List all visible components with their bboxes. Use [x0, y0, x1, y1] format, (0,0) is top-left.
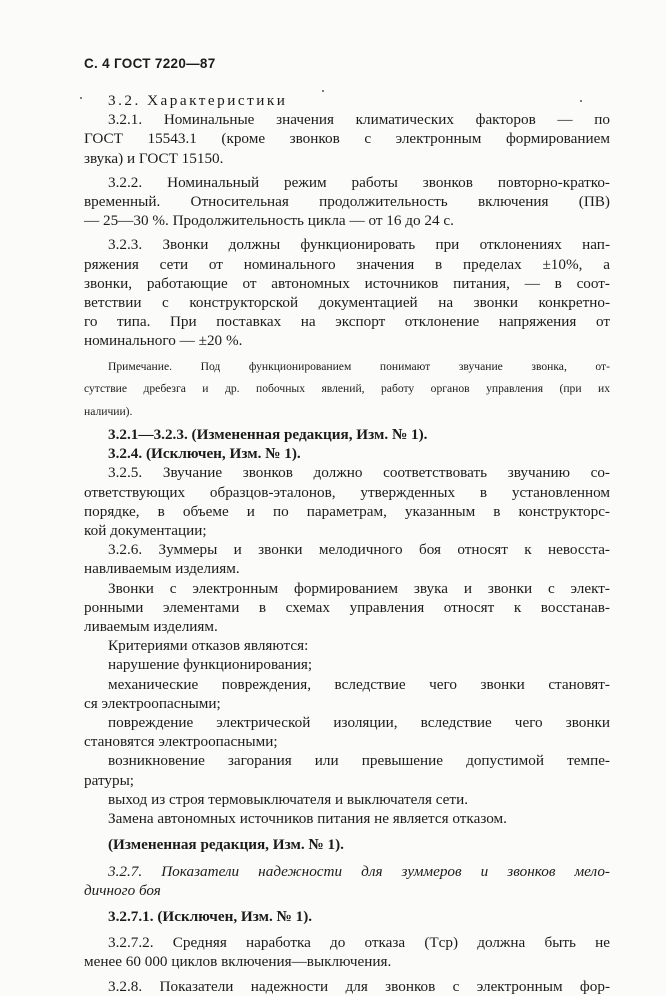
text-line: Замена автономных источников питания не является отказом. — [108, 810, 507, 828]
text-line: 3.2.2. Номинальный режим работы звонков повторно-кратко- — [108, 173, 610, 191]
text-line: 3.2.3. Звонки должны функционировать при отклонениях нап- — [108, 236, 610, 254]
text-line: нарушение функционирования; — [108, 656, 313, 674]
text-line: 3.2. Характеристики — [108, 92, 288, 109]
text-line: 3.2.1—3.2.3. (Измененная редакция, Изм. № 1). — [108, 426, 428, 444]
text-line: выход из строя термовыключателя и выключателя сети. — [108, 790, 468, 808]
text-line: порядке, в объеме и по параметрам, указанным в конструкторс- — [84, 502, 610, 520]
text-line: 3.2.1. Номинальные значения климатических факторов — по — [108, 111, 610, 129]
text-line: звука) и ГОСТ 15150. — [84, 149, 224, 167]
text-line: 3.2.7.2. Средняя наработка до отказа (Tср) должна быть не — [108, 934, 610, 952]
text-line: Звонки с электронным формированием звука и звонки с элект- — [108, 579, 610, 597]
text-line: ветствии с конструкторской документацией на звонки конкретно- — [84, 294, 610, 312]
text-line: (Измененная редакция, Изм. № 1). — [108, 836, 344, 854]
text-line: 3.2.7. Показатели надежности для зуммеров и звонков мело- — [108, 862, 610, 880]
text-line: ГОСТ 15543.1 (кроме звонков с электронным формированием — [84, 130, 610, 148]
text-line: ся электроопасными; — [84, 694, 221, 712]
text-line: го типа. При поставках на экспорт отклонение напряжения от — [84, 313, 610, 331]
text-line: 3.2.7.1. (Исключен, Изм. № 1). — [108, 907, 313, 925]
text-line: менее 60 000 циклов включения—выключения. — [84, 953, 392, 971]
document-body — [84, 91, 610, 996]
text-line: — 25—30 %. Продолжительность цикла — от 16 до 24 с. — [84, 212, 454, 230]
text-line: становятся электроопасными; — [84, 733, 278, 751]
text-line: ответствующих образцов-эталонов, утвержденных в установленном — [84, 483, 610, 501]
text-line: сутствие дребезга и др. побочных явлений, работу органов управления (при их — [84, 382, 610, 396]
text-line: Критериями отказов являются: — [108, 637, 309, 655]
scan-speck — [80, 97, 82, 99]
text-line: навливаемым изделиям. — [84, 560, 240, 578]
text-line: повреждение электрической изоляции, вследствие чего звонки — [108, 714, 610, 732]
text-line: ряжения сети от номинального значения в пределах ±10%, а — [84, 255, 610, 273]
text-line: дичного боя — [84, 881, 161, 899]
text-line: Примечание. Под функционированием понимают звучание звонка, от- — [108, 359, 610, 373]
text-line: ратуры; — [84, 771, 134, 789]
text-line: 3.2.5. Звучание звонков должно соответствовать звучанию со- — [108, 464, 610, 482]
scan-speck — [322, 90, 324, 92]
scan-speck — [580, 100, 582, 102]
text-line: 3.2.6. Зуммеры и звонки мелодичного боя относят к невосста- — [108, 541, 610, 559]
text-line: возникновение загорания или превышение допустимой темпе- — [108, 752, 610, 770]
text-line: временный. Относительная продолжительность включения (ПВ) — [84, 193, 610, 211]
text-line: наличии). — [84, 405, 133, 419]
page-header: С. 4 ГОСТ 7220—87 — [84, 56, 216, 71]
text-line: механические повреждения, вследствие чего звонки становят- — [108, 675, 610, 693]
text-line: номинального — ±20 %. — [84, 332, 243, 350]
text-line: кой документации; — [84, 522, 207, 540]
text-line: 3.2.4. (Исключен, Изм. № 1). — [108, 445, 301, 463]
text-line: ронными элементами в схемах управления относят к восстанав- — [84, 598, 610, 616]
text-line: ливаемым изделиям. — [84, 618, 218, 636]
text-line: 3.2.8. Показатели надежности для звонков с электронным фор- — [108, 977, 610, 995]
text-line: звонки, работающие от автономных источников питания, — в соот- — [84, 274, 610, 292]
